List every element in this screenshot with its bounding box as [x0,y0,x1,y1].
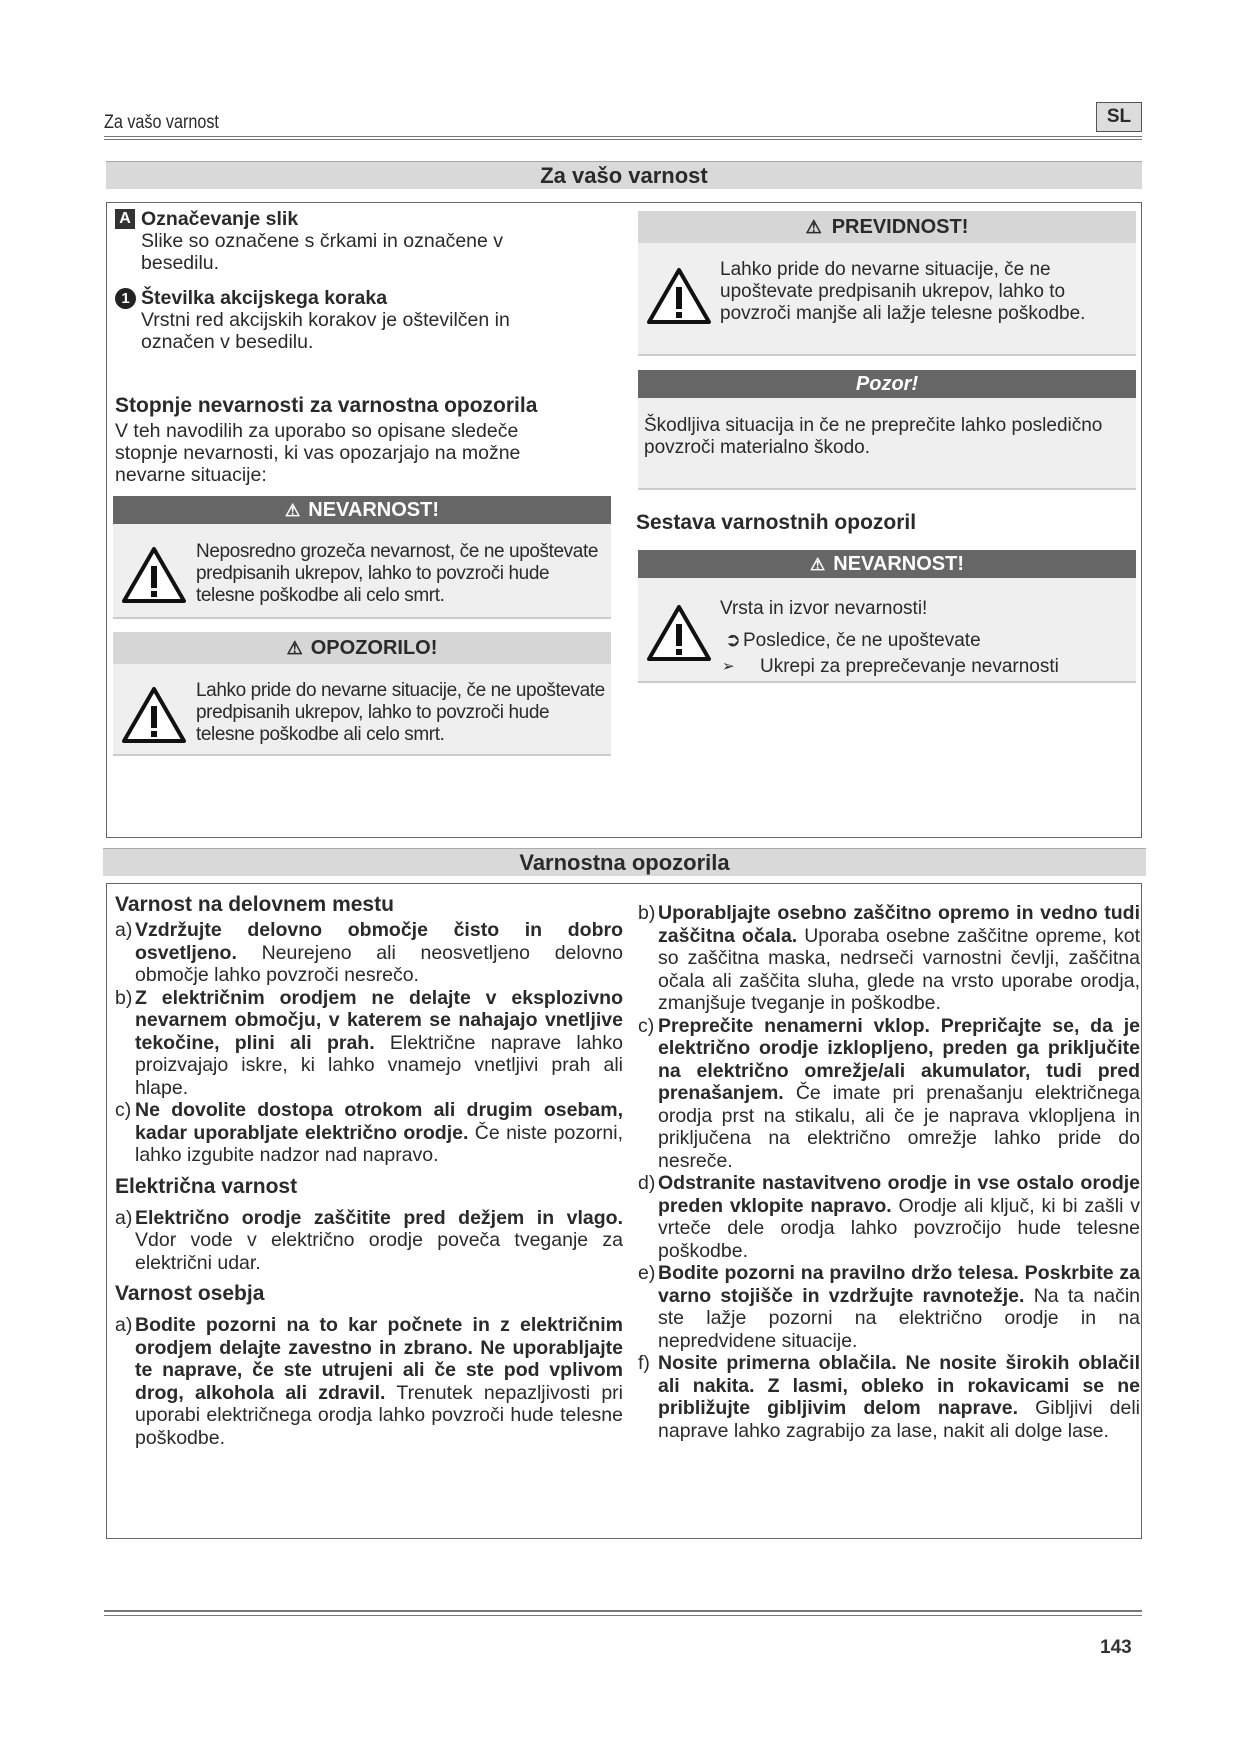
electric-item-a: a) Električno orodje zaščitite pred dežjem in vlago. Vdor vode v električno orodje poveča tveganje za električni udar. [115,1206,623,1274]
caution-label: PREVIDNOST! [831,216,969,238]
work-item-c: c) Ne dovolite dostopa otrokom ali drugim osebam, kadar uporabljate električno orodje. Če niste pozorni, lahko izgubite nadzor nad napravo. [115,1099,624,1166]
footer-rule-2 [104,1615,1142,1616]
warning-triangle-icon [121,546,187,604]
warning-label: OPOZORILO! [310,637,438,659]
personal-title: Varnost osebja [115,1282,265,1305]
footer-rule [104,1610,1142,1612]
legend-a-title: Označevanje slik [141,208,299,230]
system-line2: ➲ Posledice, če ne upoštevate [725,630,981,651]
system-band [638,550,1136,578]
notice-body [638,398,1136,490]
levels-title: Stopnje nevarnosti za varnostna opozorila [115,394,538,417]
legend-step-title: Številka akcijskega koraka [141,287,388,309]
page-number: 143 [1100,1637,1132,1658]
personal-item-a: a) Bodite pozorni na to kar počnete in z električnim orodjem delajte zavestno in zbrano. Ne uporabljajte te naprave, če ste utrujeni ali če ste pod vplivom drog, alkohola ali zdravil. Trenutek nepazljivosti pri uporabi električnega orodja lahko povzroči hude telesne poškodbe. [115,1314,623,1449]
personal-item-c: c) Preprečite nenamerni vklop. Prepričajte se, da je električno orodje izklopljeno, preden ga priključite na električno omrežje/ali akumulator, tudi pred prenašanjem. Če imate pri prenašanju električnega orodja prst na stikalu, ali če je naprava vklopljena in priključena na električno omrežje lahko pride do nesreče. [638,1014,1141,1172]
warning-body [113,664,611,756]
left-column [115,893,623,1449]
header-rule [104,136,1142,137]
step-number-badge: 1 [115,288,136,309]
system-line1: Vrsta in izvor nevarnosti! [720,598,928,619]
work-title: Varnost na delovnem mestu [115,893,394,916]
section-title-bar: Za vašo varnost [106,161,1142,189]
danger-band [113,496,611,524]
warning-triangle-icon: ⚠ [810,555,826,574]
warning-band [113,632,611,664]
warning-text: Lahko pride do nevarne situacije, če ne upoštevate predpisanih ukrepov, lahko to povzroči hude telesne poškodbe ali celo smrt. [196,680,605,745]
legend-step-text: Vrstni red akcijskih korakov je oštevilčen in označen v besedilu. [141,309,510,353]
warning-triangle-icon [646,267,712,325]
personal-item-e: e) Bodite pozorni na pravilno držo telesa. Poskrbite za varno stojišče in vzdržujte ravnotežje. Na ta način ste lažje pozorni na električno orodje in na nepredvidene situacije. [638,1262,1140,1352]
electric-title: Električna varnost [115,1174,298,1198]
header-rule-2 [104,139,1142,140]
warning-triangle-icon: ⚠ [286,638,303,658]
language-badge: SL [1096,102,1142,132]
danger-text: Neposredno grozeča nevarnost, če ne upoštevate predpisanih ukrepov, lahko to povzroči hude telesne poškodbe ali celo smrt. [196,541,598,606]
warning-triangle-icon [646,604,712,662]
letter-badge: A [115,209,135,229]
warning-triangle-icon: ⚠ [285,501,301,520]
personal-item-b: b) Uporabljajte osebno zaščitno opremo in vedno tudi zaščitna očala. Uporaba osebne zaščitne opreme, kot so zaščitna maska, nedrseči varnostni čevlji, zaščitna očala ali zaščita sluha, glede na vrsto uporabe orodja, zmanjšuje tveganje in poškodbe. [638,902,1140,1014]
caution-body [638,243,1136,356]
legend-a [115,208,615,274]
legend-a-text: Slike so označene s črkami in označene v besedilu. [141,230,504,274]
legend-step [115,287,615,353]
system-body [638,578,1136,683]
system-label: NEVARNOST! [833,553,964,575]
system-title: Sestava varnostnih opozoril [636,511,917,534]
running-header: Za vašo varnost [104,112,219,133]
arrow-right-icon: ➲ [725,630,741,651]
section2-title-bar: Varnostna opozorila [103,848,1146,876]
levels-intro: V teh navodilih za uporabo so opisane sledeče stopnje nevarnosti, ki vas opozarjajo na možne nevarne situacije: [115,420,521,486]
personal-item-d: d) Odstranite nastavitveno orodje in vse ostalo orodje preden vklopite napravo. Orodje ali ključ, ki bi zašli v vrteče dele orodja lahko povzročijo hude telesne poškodbe. [638,1172,1141,1262]
personal-item-f: f) Nosite primerna oblačila. Ne nosite širokih oblačil ali nakita. Z lasmi, obleko in rokavicami se ne približujte gibljivim delom naprave. Gibljivi deli naprave lahko zagrabijo za lase, nakit ali dolge lase. [638,1352,1140,1442]
caution-text: Lahko pride do nevarne situacije, če ne upoštevate predpisanih ukrepov, lahko to povzroči manjše ali lažje telesne poškodbe. [720,259,1086,324]
danger-body [113,524,611,619]
notice-text: Škodljiva situacija in če ne preprečite lahko posledično povzroči materialno škodo. [644,415,1103,458]
work-item-a: a) Vzdržujte delovno območje čisto in dobro osvetljeno. Neurejeno ali neosvetljeno delovno območje lahko povzroči nesrečo. [115,919,624,986]
caution-band [638,211,1136,243]
arrowhead-icon: ➢ [722,658,735,675]
danger-label: NEVARNOST! [308,499,439,521]
warning-triangle-icon [121,686,187,744]
system-line3: ➢ Ukrepi za preprečevanje nevarnosti [722,656,1059,677]
work-item-b: b) Z električnim orodjem ne delajte v eksplozivno nevarnem območju, v katerem se nahajajo vnetljive tekočine, plini ali prah. Električne naprave lahko proizvajajo iskre, ki lahko vnamejo vnetljivi prah ali hlape. [115,986,624,1099]
right-column [638,902,1140,1442]
notice-band: Pozor! [638,370,1136,398]
warning-triangle-icon: ⚠ [805,217,822,237]
